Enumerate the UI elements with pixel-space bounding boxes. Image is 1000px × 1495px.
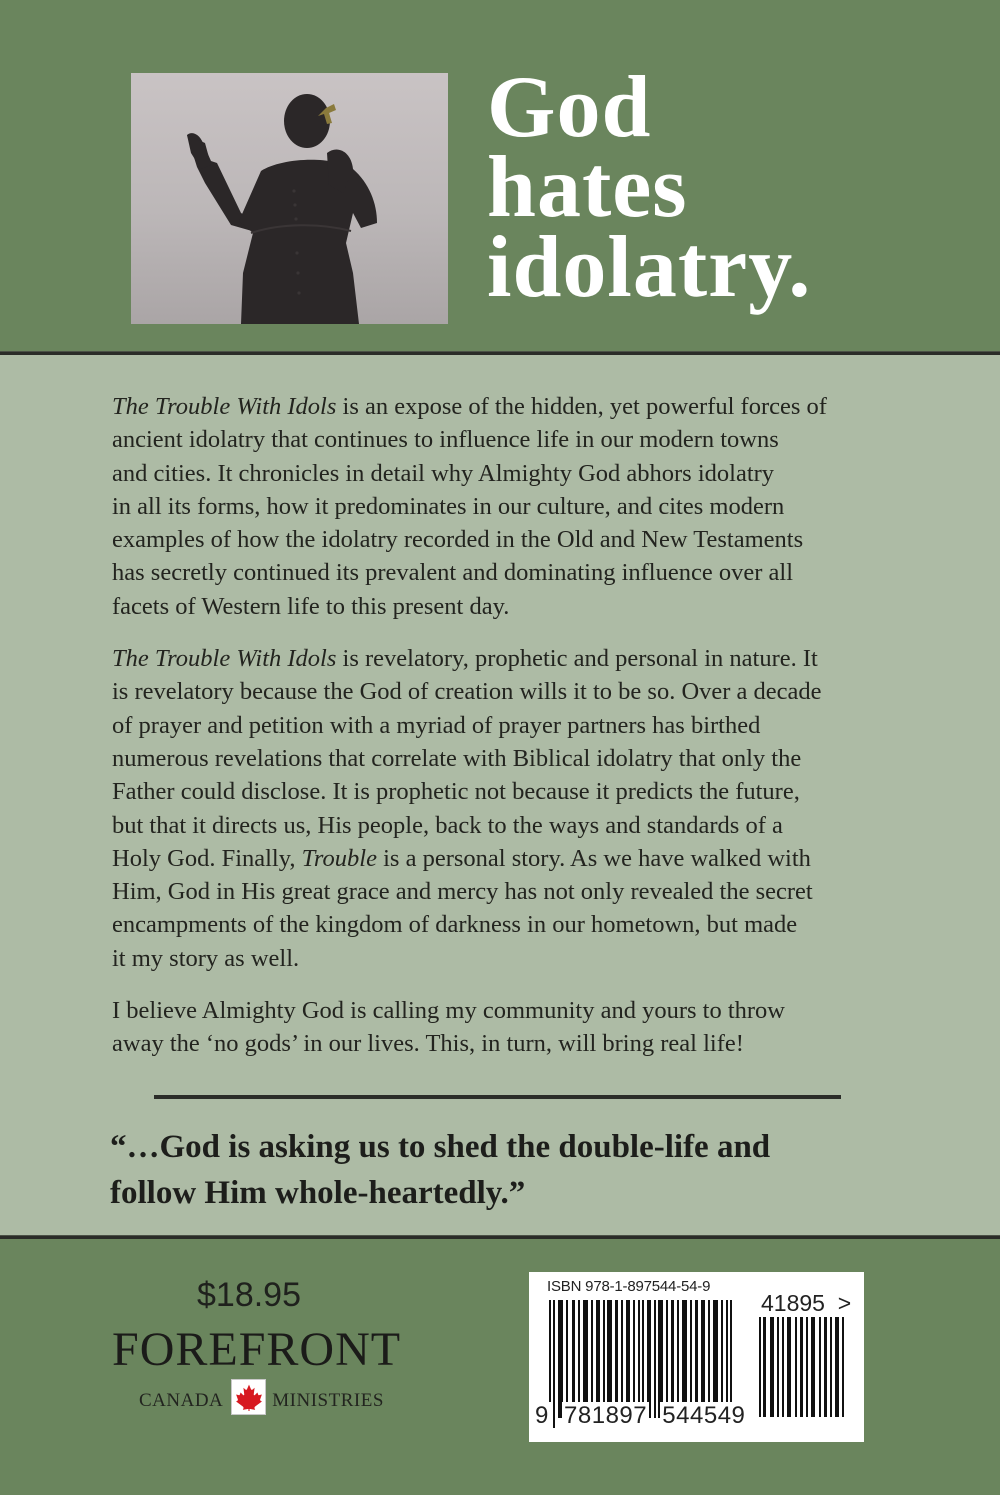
publisher-name: FOREFRONT: [112, 1323, 402, 1376]
headline-line: hates: [487, 139, 688, 236]
description-paragraph: The Trouble With Idols is revelatory, prophetic and personal in nature. It is revelatory because the God of creation wills it to be so. Over a decade of prayer and petition with a myriad of prayer partners has birthed numerous revelations that correlate with Biblical idolatry that only the Father could disclose. It is prophetic not because it predicts the future, but that it directs us, His people, back to the ways and standards of a Holy God. Finally, Trouble is a personal story. As we have walked with Him, God in His great grace and mercy has not only revealed the secret encampments of the kingdom of darkness in our hometown, but made it my story as well.: [112, 645, 822, 972]
price: $18.95: [197, 1276, 301, 1314]
headline-line: God: [487, 59, 652, 156]
maple-leaf-emblem: [231, 1379, 266, 1415]
publisher-left-word: CANADA: [139, 1390, 224, 1411]
quote-divider: [154, 1095, 841, 1099]
book-short-title-italic: Trouble: [301, 844, 377, 872]
isbn-label: ISBN 978-1-897544-54-9: [547, 1278, 711, 1295]
statue-photo: [131, 73, 448, 324]
description-paragraph: I believe Almighty God is calling my community and yours to throw away the ‘no gods’ in our lives. This, in turn, will bring real life!: [112, 997, 785, 1058]
price-addon-label: 41895 >: [761, 1290, 852, 1316]
headline: [487, 59, 812, 316]
maple-leaf-icon: [235, 1383, 263, 1411]
top-band: [0, 0, 1000, 352]
book-title-italic: The Trouble With Idols: [112, 393, 337, 420]
book-description: [112, 390, 892, 1061]
statue-silhouette-icon: [131, 73, 448, 324]
headline-line: idolatry.: [487, 219, 812, 316]
barcode-digits: 9 781897 544549: [535, 1402, 746, 1429]
book-title-italic: The Trouble With Idols: [112, 645, 337, 673]
publisher-right-word: MINISTRIES: [272, 1390, 384, 1411]
pull-quote: “…God is asking us to shed the double-life and follow Him whole-heartedly.”: [110, 1129, 771, 1211]
publisher-subtitle: [139, 1375, 384, 1419]
description-paragraph: The Trouble With Idols is an expose of the hidden, yet powerful forces of ancient idolatry that continues to influence life in our modern towns and cities. It chronicles in detail why Almighty God abhors idolatry in all its forms, how it predominates in our culture, and cites modern examples of how the idolatry recorded in the Old and New Testaments has secretly continued its prevalent and dominating influence over all facets of Western life to this present day.: [112, 393, 827, 620]
addon-barcode-icon: [749, 1317, 854, 1417]
isbn-barcode: [529, 1272, 864, 1442]
